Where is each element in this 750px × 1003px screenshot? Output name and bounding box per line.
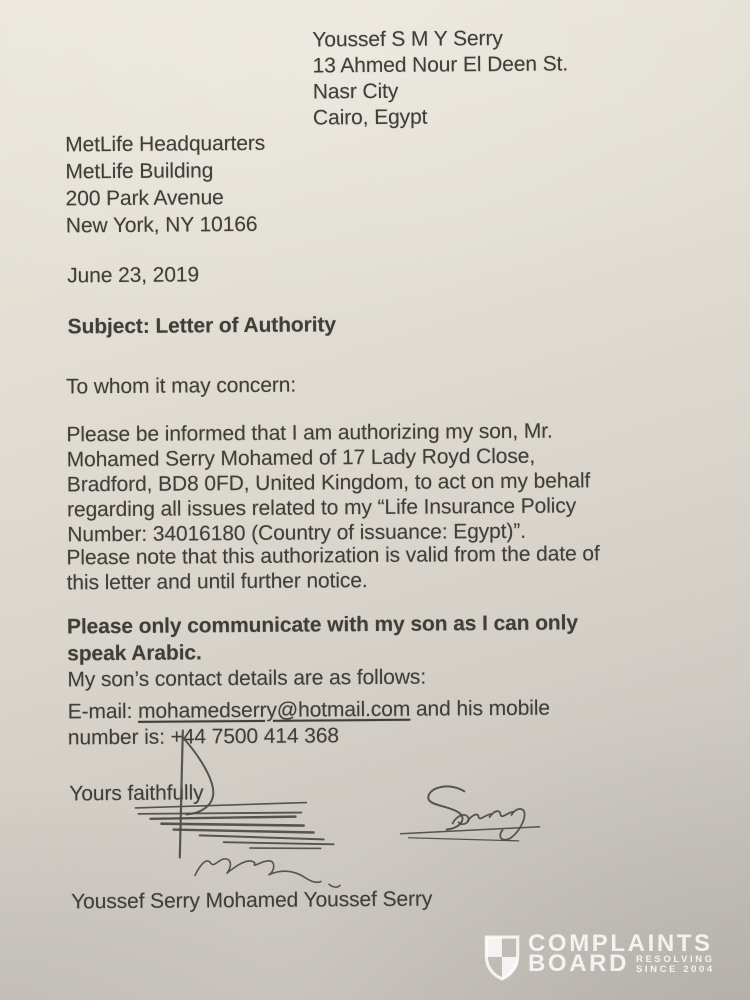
authorization-paragraph: Please be informed that I am authorizing my son, Mr. Mohamed Serry Mohamed of 17 Lady Royd Close, Bradford, BD8 0FD, United Kingdom, to act on my behalf regarding all issues related to my “Life Insurance Policy Number: 34016180 (Country of issuance: Egypt)”. — [66, 419, 591, 547]
arabic-signature-scribble — [135, 729, 340, 888]
closing-line: Yours faithfully — [69, 781, 204, 806]
watermark-brand-line1: COMPLAINTS — [528, 930, 713, 957]
recipient-address: MetLife Headquarters MetLife Building 200 Park Avenue New York, NY 10166 — [65, 131, 266, 238]
handwritten-signatures — [92, 694, 564, 898]
watermark-brand-line2: BOARD — [528, 950, 629, 977]
language-note-paragraph: Please only communicate with my son as I can only speak Arabic. — [66, 611, 578, 666]
salutation: To whom it may concern: — [66, 373, 297, 399]
validity-paragraph: Please note that this authorization is valid from the date of this letter and until further notice. — [66, 542, 600, 595]
watermark-tagline-line1: RESOLVING — [636, 954, 715, 965]
mobile-number-text: and his mobile number is: +44 7500 414 368 — [67, 696, 551, 750]
letter-date: June 23, 2019 — [67, 263, 200, 288]
complaintsboard-watermark — [484, 930, 715, 981]
subject-line: Subject: Letter of Authority — [67, 313, 336, 339]
serry-signature — [400, 786, 539, 842]
shield-checkered-icon — [484, 935, 520, 981]
typed-signature-name: Youssef Serry Mohamed Youssef Serry — [71, 887, 433, 914]
watermark-tagline — [636, 955, 715, 975]
watermark-text — [528, 930, 715, 977]
contact-details-intro: My son’s contact details are as follows: — [67, 665, 427, 692]
email-label: E-mail: — [67, 699, 139, 724]
watermark-tagline-line2: SINCE 2004 — [636, 964, 715, 975]
email-address: mohamedserry@hotmail.com — [137, 697, 411, 723]
sender-address: Youssef S M Y Serry 13 Ahmed Nour El Deen St. Nasr City Cairo, Egypt — [312, 26, 569, 130]
